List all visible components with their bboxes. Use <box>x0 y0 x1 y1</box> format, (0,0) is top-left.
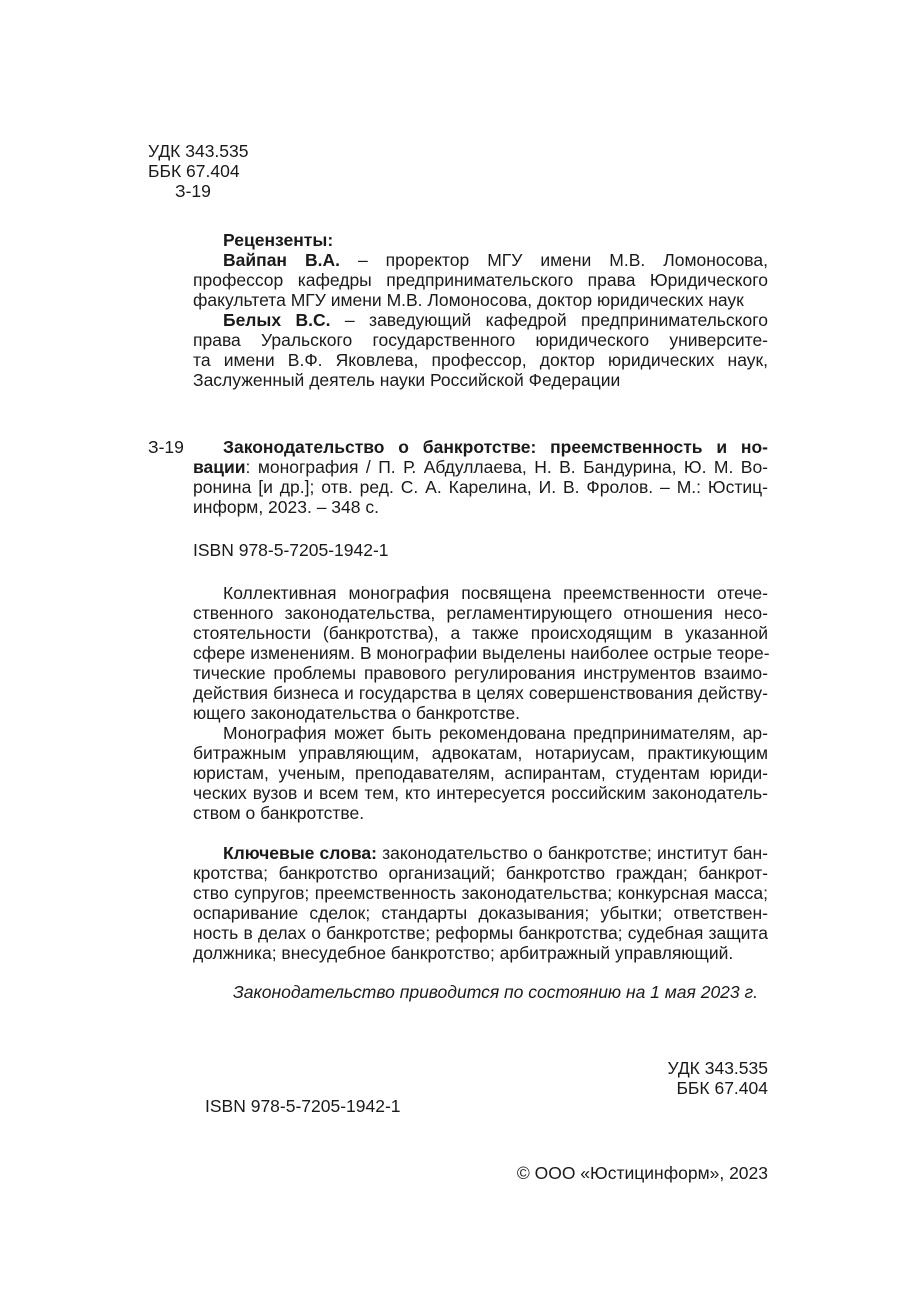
reviewers-heading: Рецензенты: <box>223 230 334 250</box>
reviewer-1-line-3: факультета МГУ имени М.В. Ломоносова, доктор юридических наук <box>193 290 744 310</box>
keywords-block <box>193 843 768 963</box>
abstract-p2-line: юристам, ученым, преподавателям, аспирантам, студентам юриди- <box>193 763 768 783</box>
keywords-line: ство супругов; преемственность законодательства; конкурсная масса; <box>193 883 768 903</box>
reviewer-2-line-2: права Уральского государственного юридического университе- <box>193 330 768 350</box>
reviewer-1-name: Вайпан В.А. <box>223 250 340 270</box>
footer-bbk: ББК 67.404 <box>676 1078 768 1098</box>
book-title-part-1: Законодательство о банкротстве: преемственность и но- <box>223 437 768 457</box>
abstract-p1-line: ственного законодательства, регламентирующего отношения несо- <box>193 603 768 623</box>
footer-udk: УДК 343.535 <box>667 1058 768 1078</box>
keywords-label: Ключевые слова: <box>223 843 377 863</box>
reviewer-1-line-1: Вайпан В.А. – проректор МГУ имени М.В. Ломоносова, <box>223 250 768 270</box>
abstract-p2-line: битражным управляющим, адвокатам, нотариусам, практикующим <box>193 743 768 763</box>
bbk-code: ББК 67.404 <box>148 161 240 181</box>
reviewer-2-line-3: та имени В.Ф. Яковлева, профессор, доктор юридических наук, <box>193 350 768 370</box>
copyright: © ООО «Юстицинформ», 2023 <box>516 1163 768 1183</box>
reviewers-block <box>193 230 768 390</box>
reviewer-2-name: Белых В.С. <box>223 310 331 330</box>
keywords-line: кротства; банкротство организаций; банкротство граждан; банкрот- <box>193 863 768 883</box>
abstract-p1-line: ющего законодательства о банкротстве. <box>193 703 520 723</box>
reviewer-1-line-2: профессор кафедры предпринимательского права Юридического <box>193 270 768 290</box>
bib-line-3: ронина [и др.]; отв. ред. С. А. Карелина, И. В. Фролов. – М.: Юстиц- <box>193 477 768 497</box>
abstract-p1-line: Коллективная монография посвящена преемственности отече- <box>223 583 768 603</box>
keywords-line: оспаривание сделок; стандарты доказывания; убытки; ответствен- <box>193 903 768 923</box>
bibliographic-record <box>193 437 768 517</box>
abstract-p2-line: ством о банкротстве. <box>193 803 365 823</box>
reviewer-2-line-1: Белых В.С. – заведующий кафедрой предпринимательского <box>223 310 768 330</box>
bib-line-2: вации: монография / П. Р. Абдуллаева, Н. В. Бандурина, Ю. М. Во- <box>193 457 768 477</box>
isbn-main: ISBN 978-5-7205-1942-1 <box>193 540 389 560</box>
bib-line-4: информ, 2023. – 348 с. <box>193 497 379 517</box>
abstract-p1-line: тические проблемы правового регулирования инструментов взаимо- <box>193 663 768 683</box>
udk-code: УДК 343.535 <box>148 141 249 161</box>
reviewer-2-line-4: Заслуженный деятель науки Российской Федерации <box>193 370 621 390</box>
law-date-note: Законодательство приводится по состоянию на 1 мая 2023 г. <box>233 982 758 1002</box>
abstract-p2-line: ческих вузов и всем тем, кто интересуется российским законодатель- <box>193 783 768 803</box>
abstract-block <box>193 583 768 823</box>
bib-author-mark: З-19 <box>148 437 184 457</box>
keywords-line: должника; внесудебное банкротство; арбитражный управляющий. <box>193 943 734 963</box>
abstract-p2-line: Монография может быть рекомендована предпринимателям, ар- <box>223 723 768 743</box>
book-title-part-2: вации <box>193 457 246 477</box>
abstract-p1-line: стоятельности (банкротства), а также происходящим в указанной <box>193 623 768 643</box>
keywords-line: ность в делах о банкротстве; реформы банкротства; судебная защита <box>193 923 768 943</box>
keywords-line-1: Ключевые слова: законодательство о банкротстве; институт бан- <box>223 843 768 863</box>
abstract-p1-line: действия бизнеса и государства в целях совершенствования действу- <box>193 683 768 703</box>
abstract-p1-line: сфере изменениям. В монографии выделены наиболее острые теоре- <box>193 643 770 663</box>
bib-line-1 <box>193 437 768 457</box>
footer-isbn: ISBN 978-5-7205-1942-1 <box>205 1096 401 1116</box>
author-mark: З-19 <box>175 181 211 201</box>
